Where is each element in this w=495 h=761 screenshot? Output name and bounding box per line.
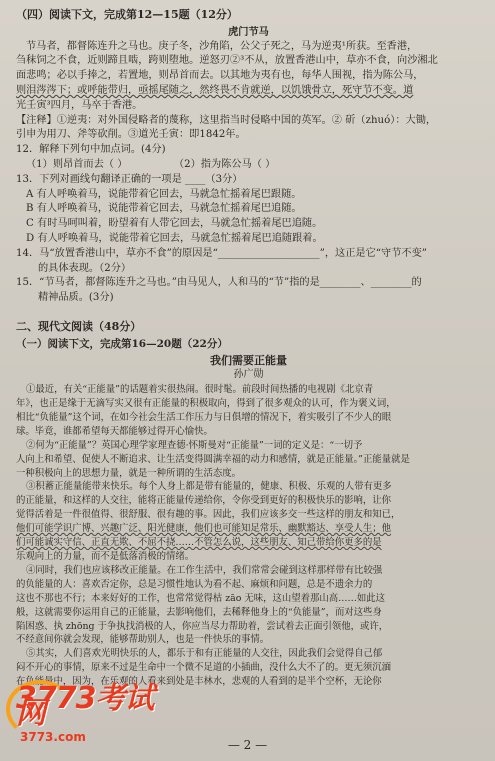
question-15: 15．“节马者，都督陈连升之马也。”由马见人，人和马的“节”指的是________、________的 [16, 277, 422, 289]
passage-line-underlined: 则泪涔涔下；或呼能带归，亟摇尾随之，然终畏不肯就逆，以饥饿骨立，死守节不变。道 [16, 84, 414, 96]
article-body [16, 383, 481, 689]
passage-line: 光壬寅³四月，马卒于香港。 [16, 99, 143, 111]
notes-line: 【注释】①逆夷：对外国侵略者的蔑称，这里指当时侵略中国的英军。② 斫（zhuó）：大锄， [16, 114, 437, 126]
article-line: 陷困惑、执 zhōng 于争执找消极的人，你应当尽力帮助着，尝试着去正面引领他，或许， [16, 620, 389, 632]
article-line: 在负能量中，因为，在乐观的人看来到处是丰林水，悲观的人看到的是半个空杯，无论你 [16, 676, 382, 688]
question-12-items [16, 158, 481, 173]
question-14: 14．马“放置香港山中，草亦不食”的原因是“____________________”，这正是它“守节不变” [16, 247, 427, 259]
option-c: C 有时马呵叫着，盼望着有人带它回去，马就急忙摇着尾巴追随。 [26, 218, 323, 230]
part-heading: 二、现代文阅读（48分） [16, 319, 142, 333]
article-line: ⑤其实，人们喜欢光明快乐的人，都乐于和有正能量的人交往，因此我们会觉得自己郁 [26, 648, 383, 660]
page-number: — 2 — [227, 738, 268, 752]
passage-line: 节马者，都督陈连升之马也。庚子冬，沙角陷，公父子死之，马为逆夷¹所获。至香港， [26, 40, 418, 52]
option-a: A 有人呼唤着马，说能带着它回去，马就急忙摇着尾巴跟随。 [26, 188, 302, 200]
article-author: 孙广勋 [233, 369, 264, 381]
article-line: 一种积极向上的思想力量，就是一种所谓的生活态度。 [16, 467, 242, 479]
article-line: 相比“负能量”这个词，在如今社会生活工作压力与日俱增的情况下，着实吸引了不少人的眼 [16, 411, 392, 423]
question-12: 12．解释下列句中加点词。(4分) [16, 144, 166, 156]
article-line: 不经意间你就会发现，能够帮助别人，也是一件快乐的事情。 [16, 634, 270, 646]
article-line: 闷不开心的事情，原来不过是生命中一个微不足道的小插曲，没什么大不了的。更无须沉湎 [16, 662, 392, 674]
sub-section-heading: （一）阅读下文，完成第16—20题（22分） [16, 337, 228, 350]
question-13: 13．下列对画线句翻译正确的一项是 ____（3分） [16, 173, 243, 185]
logo-url: 3773.com [20, 730, 86, 744]
question-14-cont: 的具体表现。（2分） [38, 262, 132, 274]
classical-passage [16, 40, 481, 114]
article-line: 这也不那也不行；本来好好的工作，也常常觉得枯 zāo 无味，这山望着那山高……如此这 [16, 592, 386, 604]
passage-line: 刍秣饲之不食，近则蹄且啮，跨则堕地。逆怒刃②³不从，放置香港山中，草亦不食，向沙湘北 [16, 55, 438, 67]
article-line: 的负能量的人：喜欢否定你，总是习惯性地认为看不起、麻烦和问题，总是不遗余力的 [16, 578, 373, 590]
article-line: ③积蓄正能量能带来快乐。每个人身上都是带有能量的，健康、积极、乐观的人带有更多 [26, 481, 392, 493]
article-line: 球。毕竟，谁都希望每天都能够过得开心愉快。 [16, 425, 213, 437]
article-line: 般，这就需要你运用自己的正能量，去影响他们，去稀释他身上的“负能量”，而对这些身 [16, 606, 382, 618]
article-line: 的正能量，和这样的人交往，能将正能量传递给你，令你受到更好的积极快乐的影响，让你 [16, 495, 392, 507]
article-line-underlined: 他们可能学识广博、兴趣广泛、阳光健康，他们也可能知足常乐、幽默豁达、享受人生；他 [16, 523, 392, 535]
poem-title: 虎门节马 [228, 25, 269, 38]
question-12-item-2: （2）指为陈公马（ ） [173, 158, 276, 170]
article-line-underlined: 们可能诚实守信、正直无欺、不屈不挠……不管怎么说，这些朋友、知己带给你更多的是 [16, 537, 382, 549]
article-line: 乐观向上的力量，而不是低落消极的情绪。 [16, 551, 195, 562]
section-heading: （四）阅读下文，完成第12—15题（12分） [16, 8, 238, 21]
article-title: 我们需要正能量 [210, 353, 287, 367]
option-d: D 有人呼唤着马，说能带着它回去，马就急忙摇着尾巴追随跟着。 [26, 232, 323, 244]
passage-line: 面悲鸣；必以手捧之，若置地，则昂首而去。以其地为夷有也，每华人围视，指为陈公马， [16, 70, 424, 82]
question-15-cont: 精神品质。(3分) [38, 292, 114, 304]
article-line: 人向上和希望、促使人不断追求、让生活变得圆满幸福的动力和感情，就是正能量。”正能量就是 [16, 453, 410, 465]
notes-line: 引申为用刀、斧等砍削。③道光壬寅：即1842年。 [16, 129, 246, 141]
logo-text: 3773考试网 [16, 681, 154, 731]
article-line: 年》，也正是缘于无滴写实又很有正能量的积极取向，得到了很多观众的认可，作为褒义词， [16, 398, 396, 410]
option-b: B 有人呼唤着马，说能带着它回去，马就急忙摇着尾巴追随。 [26, 203, 302, 215]
question-12-item-1: （1）则昂首而去（ ） [26, 158, 128, 170]
article-line: 觉得活着是一件很值得、很舒服、很有趣的事。因此，我们应该多交一些这样的朋友和知已， [16, 509, 401, 521]
article-line: ④同时，我们也应该移改正能量。在工作生活中，我们常常会碰到这样那样带有比较强 [26, 564, 383, 576]
article-line: ②何为“正能量”？英国心理学家理查德·怀斯曼对“正能量”一词的定义是：“一切予 [26, 439, 363, 451]
article-line: ①最近，有关“正能量”的话题着实很热闹。很时髦。前段时间热播的电视剧《北京青 [26, 384, 374, 396]
